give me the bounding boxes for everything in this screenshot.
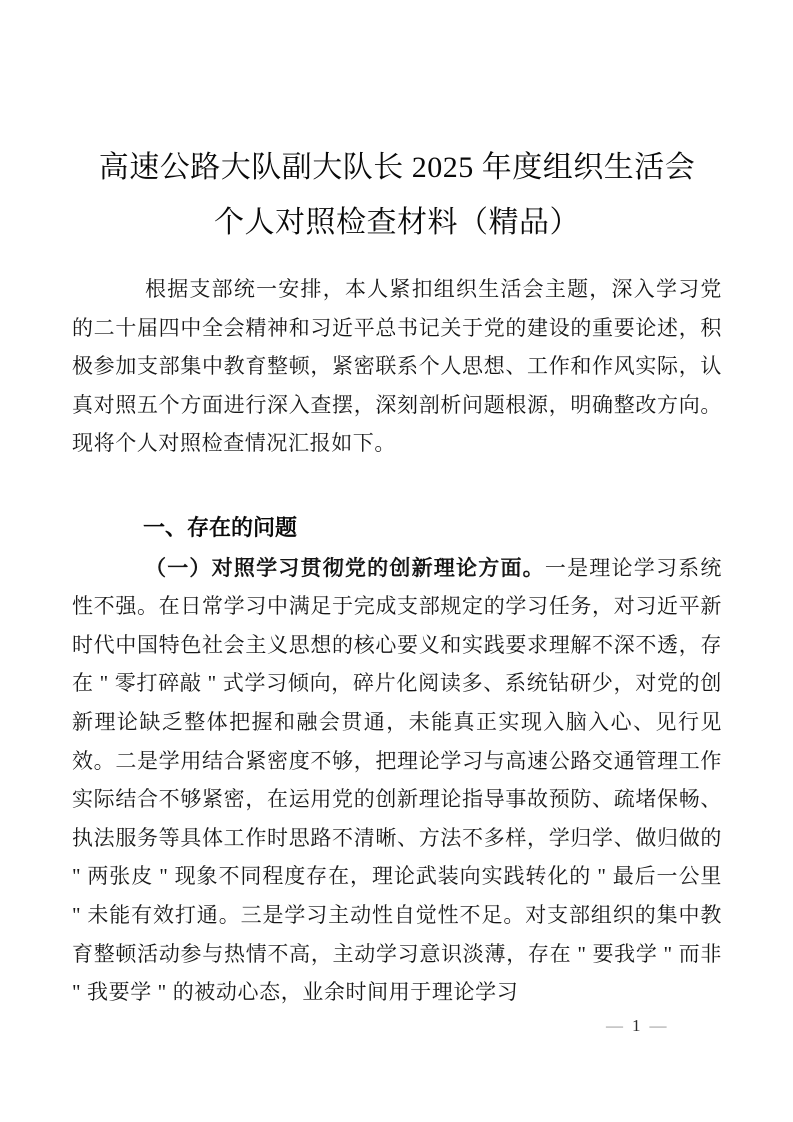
page-number-value: 1 (632, 1016, 641, 1035)
document-content (72, 0, 722, 1012)
page-number-dash-right: — (649, 1016, 667, 1035)
document-title-line2: 个人对照检查材料（精品） (214, 206, 580, 239)
document-title (72, 140, 722, 250)
document-title-line1: 高速公路大队副大队长 2025 年度组织生活会 (98, 151, 696, 184)
intro-paragraph: 根据支部统一安排，本人紧扣组织生活会主题，深入学习党的二十届四中全会精神和习近平总书记关于党的建设的重要论述，积极参加支部集中教育整顿，紧密联系个人思想、工作和作风实际，认真对照五个方面进行深入查摆，深刻剖析问题根源，明确整改方向。现将个人对照检查情况汇报如下。 (72, 277, 722, 456)
section-heading-problems: 一、存在的问题 (143, 516, 298, 542)
section-item-body: 一是理论学习系统性不强。在日常学习中满足于完成支部规定的学习任务，对习近平新时代中国特色社会主义思想的核心要义和实践要求理解不深不透，存在 " 零打碎敲 " 式学习倾向，碎片化阅读多、系统钻研少，对党的创新理论缺乏整体把握和融会贯通，未能真正实现入脑入心、见行见效。二是学用结合紧密度不够，把理论学习与高速公路交通管理工作实际结合不够紧密，在运用党的创新理论指导事故预防、疏堵保畅、执法服务等具体工作时思路不清晰、方法不多样，学归学、做归做的 " 两张皮 " 现象不同程度存在，理论武装向实践转化的 " 最后一公里 " 未能有效打通。三是学习主动性自觉性不足。对支部组织的集中教育整顿活动参与热情不高，主动学习意识淡薄，存在 " 要我学 " 而非 " 我要学 " 的被动心态，业余时间用于理论学习 (72, 555, 722, 1005)
section-paragraph-theory-study (72, 549, 722, 1012)
page-number-dash-left: — (606, 1016, 623, 1035)
page-number (606, 1014, 667, 1038)
section-item-lead: （一）对照学习贯彻党的创新理论方面。 (145, 555, 545, 580)
